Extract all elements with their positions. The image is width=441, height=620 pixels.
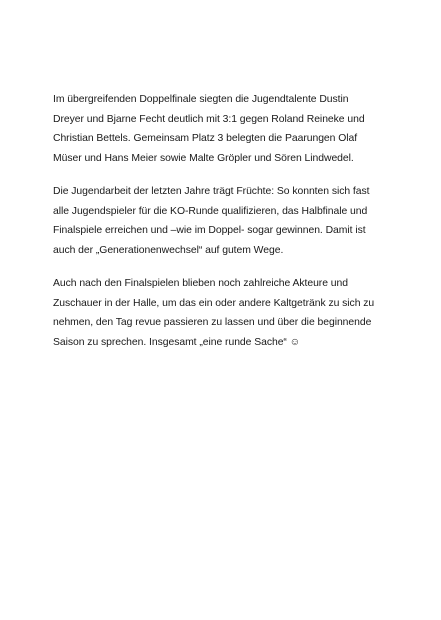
text-line: Auch nach den Finalspielen blieben noch zahlreiche Akteure und <box>53 278 348 289</box>
text-line: Saison zu sprechen. Insgesamt „eine runde Sache“ ☺ <box>53 336 301 348</box>
text-line: Zuschauer in der Halle, um das ein oder andere Kaltgetränk zu sich zu <box>53 297 375 309</box>
text-line: nehmen, den Tag revue passieren zu lassen und über die beginnende <box>53 317 372 328</box>
text-line: Die Jugendarbeit der letzten Jahre trägt Früchte: So konnten sich fast <box>53 186 370 197</box>
text-line: Im übergreifenden Doppelfinale siegten die Jugendtalente Dustin <box>53 94 349 105</box>
text-line: alle Jugendspieler für die KO-Runde qualifizieren, das Halbfinale und <box>53 205 368 217</box>
text-line: Müser und Hans Meier sowie Malte Gröpler und Sören Lindwedel. <box>53 152 354 164</box>
text-line: Dreyer und Bjarne Fecht deutlich mit 3:1 gegen Roland Reineke und <box>53 113 365 125</box>
paragraph-youth-work <box>53 182 398 260</box>
paragraph-after-finals <box>53 274 398 352</box>
text-line: auch der „Generationenwechsel“ auf gutem Wege. <box>53 244 284 256</box>
document-body <box>53 90 398 352</box>
text-line: Christian Bettels. Gemeinsam Platz 3 belegten die Paarungen Olaf <box>53 133 358 144</box>
paragraph-doubles-final <box>53 90 398 168</box>
text-line: Finalspiele erreichen und –wie im Doppel- sogar gewinnen. Damit ist <box>53 225 366 236</box>
